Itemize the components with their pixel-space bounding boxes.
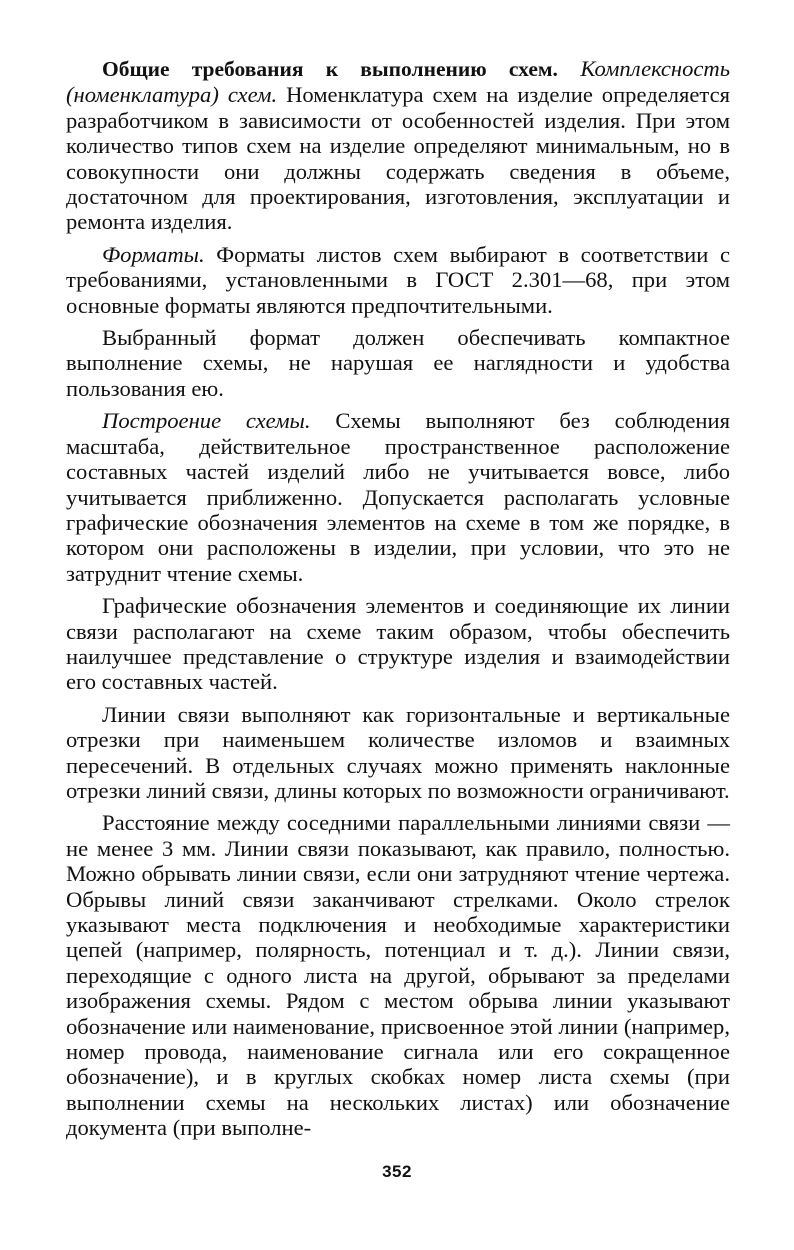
paragraph-graphic-symbols: [66, 593, 730, 695]
paragraph-text: Расстояние между соседними параллельными линиями связи — не менее 3 мм. Линии связи показывают, как правило, полностью. Можно обрывать линии связи, если они затрудняют чтение чертежа. Обрывы линий связи заканчивают стрелками. Около стрелок указывают места подключения и необходимые характеристики цепей (например, полярность, потенциал и т. д.). Линии связи, переходящие с одного листа на другой, обрывают за пределами изображения схемы. Рядом с местом обрыва линии указывают обозначение или наименование, присвоенное этой линии (например, номер провода, наименование сигнала или его сокращенное обозначение), и в круглых скобках номер листа схемы (при выполнении схемы на нескольких листах) или обозначение документа (при выполне-: [66, 810, 730, 1141]
subsection-title-nomenclature: Комплексность (номенклатура) схем.: [66, 56, 731, 108]
section-heading: Общие требования к выполнению схем.: [102, 57, 558, 81]
paragraph-formats: [66, 242, 730, 318]
paragraph-text: Схемы выполняют без соблюдения масштаба, действительное пространственное расположение составных частей изделий либо не учитывается вовсе, либо учитывается приближенно. Допускается располагать условные графические обозначения элементов на схеме в том же порядке, в котором они расположены в изделии, при условии, что это не затруднит чтение схемы.: [66, 408, 730, 586]
page-body: [66, 56, 730, 1148]
paragraph-text: Графические обозначения элементов и соединяющие их линии связи располагают на схеме таким образом, чтобы обеспечить наилучшее представление о структуре изделия и взаимодействии его составных частей.: [66, 593, 730, 695]
subsection-title-construction: Построение схемы.: [102, 408, 311, 434]
paragraph-text: Форматы листов схем выбирают в соответствии с требованиями, установленными в ГОСТ 2.301—68, при этом основные форматы являются предпочтительными.: [66, 241, 730, 318]
paragraph-format-choice: [66, 325, 730, 401]
paragraph-text: Линии связи выполняют как горизонтальные и вертикальные отрезки при наименьшем количестве изломов и взаимных пересечений. В отдельных случаях можно применять наклонные отрезки линий связи, длины которых по возможности ограничивают.: [66, 701, 730, 803]
subsection-title-formats: Форматы.: [102, 241, 205, 267]
paragraph-construction: [66, 408, 730, 586]
paragraph-text: Номенклатура схем на изделие определяется разработчиком в зависимости от особенностей изделия. При этом количество типов схем на изделие определяют минимальным, но в совокупности они должны содержать сведения в объеме, достаточном для проектирования, изготовления, эксплуатации и ремонта изделия.: [66, 82, 731, 235]
paragraph-text: Выбранный формат должен обеспечивать компактное выполнение схемы, не нарушая ее наглядности и удобства пользования ею.: [66, 325, 730, 401]
paragraph-line-spacing: [66, 810, 730, 1140]
page-number: 352: [382, 1162, 412, 1181]
paragraph-nomenclature: [66, 56, 730, 235]
paragraph-connection-lines: [66, 702, 730, 804]
